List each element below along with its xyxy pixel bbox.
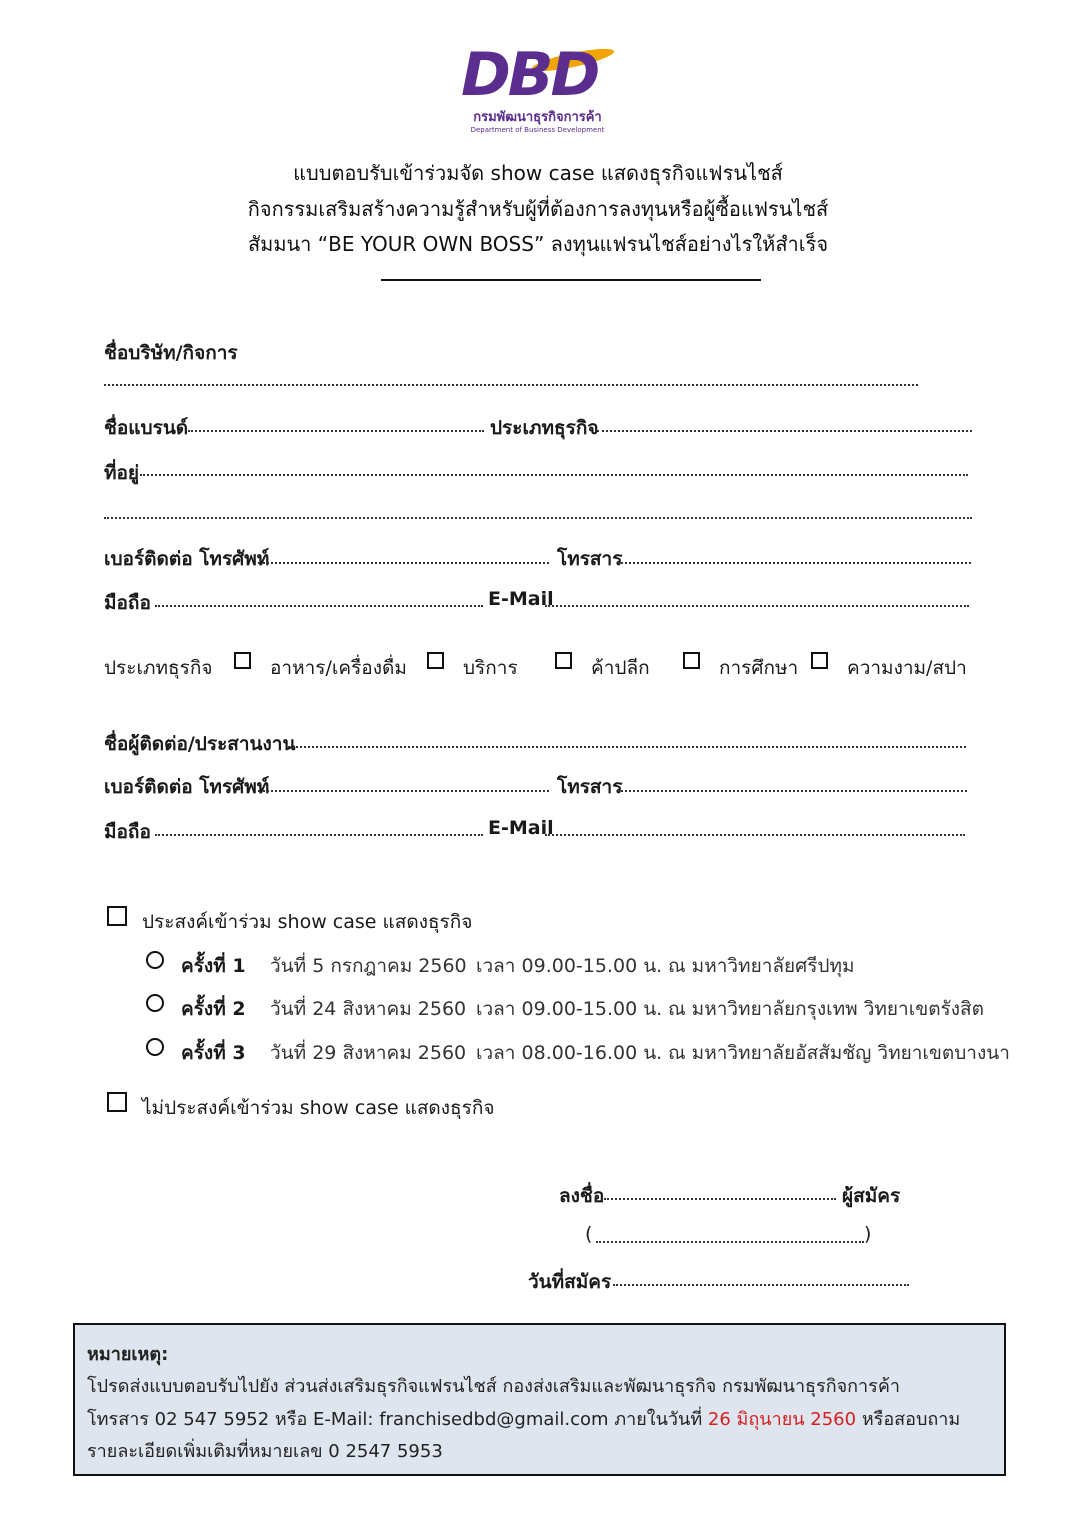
dbd-logo-mark xyxy=(455,40,620,102)
category-label: ประเภทธุรกิจ xyxy=(104,657,213,679)
category-checkbox-service[interactable] xyxy=(427,652,444,669)
session-1-date: วันที่ 5 กรกฎาคม 2560 xyxy=(270,955,467,977)
brand-label: ชื่อแบรนด์ xyxy=(104,417,189,439)
session-2-place: ณ มหาวิทยาลัยกรุงเทพ วิทยาเขตรังสิต xyxy=(668,998,984,1020)
note-line-2 xyxy=(87,1404,960,1433)
mobile-field[interactable] xyxy=(155,605,483,607)
category-checkbox-beauty[interactable] xyxy=(811,652,828,669)
header-line-1: แบบตอบรับเข้าร่วมจัด show case แสดงธุรกิจแฟรนไชส์ xyxy=(293,161,783,185)
email-label: E-Mail xyxy=(488,588,554,610)
note-line-2-end: หรือสอบถาม xyxy=(856,1409,961,1430)
logo-thai-name: กรมพัฒนาธุรกิจการค้า xyxy=(473,110,602,125)
header-line-2: กิจกรรมเสริมสร้างความรู้สำหรับผู้ที่ต้องการลงทุนหรือผู้ซื้อแฟรนไชส์ xyxy=(247,197,829,221)
business-type-label: ประเภทธุรกิจ xyxy=(490,417,599,439)
session-1-place: ณ มหาวิทยาลัยศรีปทุม xyxy=(668,955,855,977)
session-2-time: เวลา 09.00-15.00 น. xyxy=(476,998,663,1020)
session-2-date: วันที่ 24 สิงหาคม 2560 xyxy=(270,998,467,1020)
phone-label: เบอร์ติดต่อ โทรศัพท์ xyxy=(104,548,270,570)
session-3-radio[interactable] xyxy=(146,1038,164,1056)
name-close-paren: ) xyxy=(864,1223,872,1245)
participate-yes-checkbox[interactable] xyxy=(107,906,127,926)
participate-yes-label: ประสงค์เข้าร่วม show case แสดงธุรกิจ xyxy=(142,911,473,933)
session-3-name: ครั้งที่ 3 xyxy=(181,1042,246,1064)
company-label: ชื่อบริษัท/กิจการ xyxy=(104,342,238,364)
category-service-label: บริการ xyxy=(463,657,518,679)
mobile-label: มือถือ xyxy=(104,592,151,614)
session-3-date: วันที่ 29 สิงหาคม 2560 xyxy=(270,1042,467,1064)
contact-email-label: E-Mail xyxy=(488,817,554,839)
session-1-radio[interactable] xyxy=(146,951,164,969)
session-1-name: ครั้งที่ 1 xyxy=(181,955,246,977)
note-deadline: 26 มิถุนายน 2560 xyxy=(707,1409,857,1430)
name-open-paren: ( xyxy=(585,1223,593,1245)
session-1-time: เวลา 09.00-15.00 น. xyxy=(476,955,663,977)
contact-label: ชื่อผู้ติดต่อ/ประสานงาน xyxy=(104,733,296,755)
contact-field[interactable] xyxy=(288,746,966,748)
category-checkbox-food[interactable] xyxy=(234,652,251,669)
brand-field[interactable] xyxy=(188,430,484,432)
apply-date-field[interactable] xyxy=(613,1284,909,1286)
fax-label: โทรสาร xyxy=(557,548,623,570)
header-line-3: สัมมนา “BE YOUR OWN BOSS” ลงทุนแฟรนไชส์อย่างไรให้สำเร็จ xyxy=(247,232,829,256)
note-line-3: รายละเอียดเพิ่มเติมที่หมายเลข 0 2547 5953 xyxy=(87,1441,443,1462)
session-2-radio[interactable] xyxy=(146,994,164,1012)
contact-phone-label: เบอร์ติดต่อ โทรศัพท์ xyxy=(104,776,270,798)
participate-no-checkbox[interactable] xyxy=(107,1092,127,1112)
logo-english-name: Department of Business Development xyxy=(470,126,605,134)
sign-label: ลงชื่อ xyxy=(559,1185,605,1207)
fax-field[interactable] xyxy=(618,562,971,564)
address-field-1[interactable] xyxy=(140,474,968,476)
note-title: หมายเหตุ: xyxy=(87,1344,169,1365)
address-field-2[interactable] xyxy=(104,517,972,519)
contact-fax-label: โทรสาร xyxy=(557,776,623,798)
note-line-1: โปรดส่งแบบตอบรับไปยัง ส่วนส่งเสริมธุรกิจแฟรนไชส์ กองส่งเสริมและพัฒนาธุรกิจ กรมพัฒนาธุรกิจการค้า xyxy=(87,1376,900,1397)
address-label: ที่อยู่ xyxy=(104,462,140,484)
dbd-logo xyxy=(455,40,620,140)
contact-mobile-field[interactable] xyxy=(155,834,483,836)
category-checkbox-education[interactable] xyxy=(683,652,700,669)
category-food-label: อาหาร/เครื่องดื่ม xyxy=(270,657,407,679)
logo-text: DBD xyxy=(461,40,598,102)
session-3-place: ณ มหาวิทยาลัยอัสสัมชัญ วิทยาเขตบางนา xyxy=(668,1042,1010,1064)
category-beauty-label: ความงาม/สปา xyxy=(847,657,967,679)
participate-no-label: ไม่ประสงค์เข้าร่วม show case แสดงธุรกิจ xyxy=(142,1097,495,1119)
category-retail-label: ค้าปลีก xyxy=(591,657,650,679)
company-field[interactable] xyxy=(104,384,918,386)
note-line-2-start: โทรสาร 02 547 5952 หรือ E-Mail: franchisedbd@gmail.com ภายในวันที่ xyxy=(87,1409,708,1430)
header-divider xyxy=(381,279,761,281)
email-field[interactable] xyxy=(545,605,969,607)
name-field[interactable] xyxy=(596,1241,864,1243)
contact-email-field[interactable] xyxy=(545,834,965,836)
category-checkbox-retail[interactable] xyxy=(555,652,572,669)
note-box xyxy=(73,1323,1006,1476)
contact-mobile-label: มือถือ xyxy=(104,821,151,843)
applicant-label: ผู้สมัคร xyxy=(842,1185,901,1207)
session-2-name: ครั้งที่ 2 xyxy=(181,998,246,1020)
contact-phone-field[interactable] xyxy=(258,790,549,792)
phone-field[interactable] xyxy=(258,562,549,564)
session-3-time: เวลา 08.00-16.00 น. xyxy=(476,1042,663,1064)
apply-date-label: วันที่สมัคร xyxy=(528,1271,612,1293)
category-education-label: การศึกษา xyxy=(719,657,799,679)
business-type-field[interactable] xyxy=(597,430,972,432)
contact-fax-field[interactable] xyxy=(618,790,967,792)
sign-field[interactable] xyxy=(604,1198,836,1200)
